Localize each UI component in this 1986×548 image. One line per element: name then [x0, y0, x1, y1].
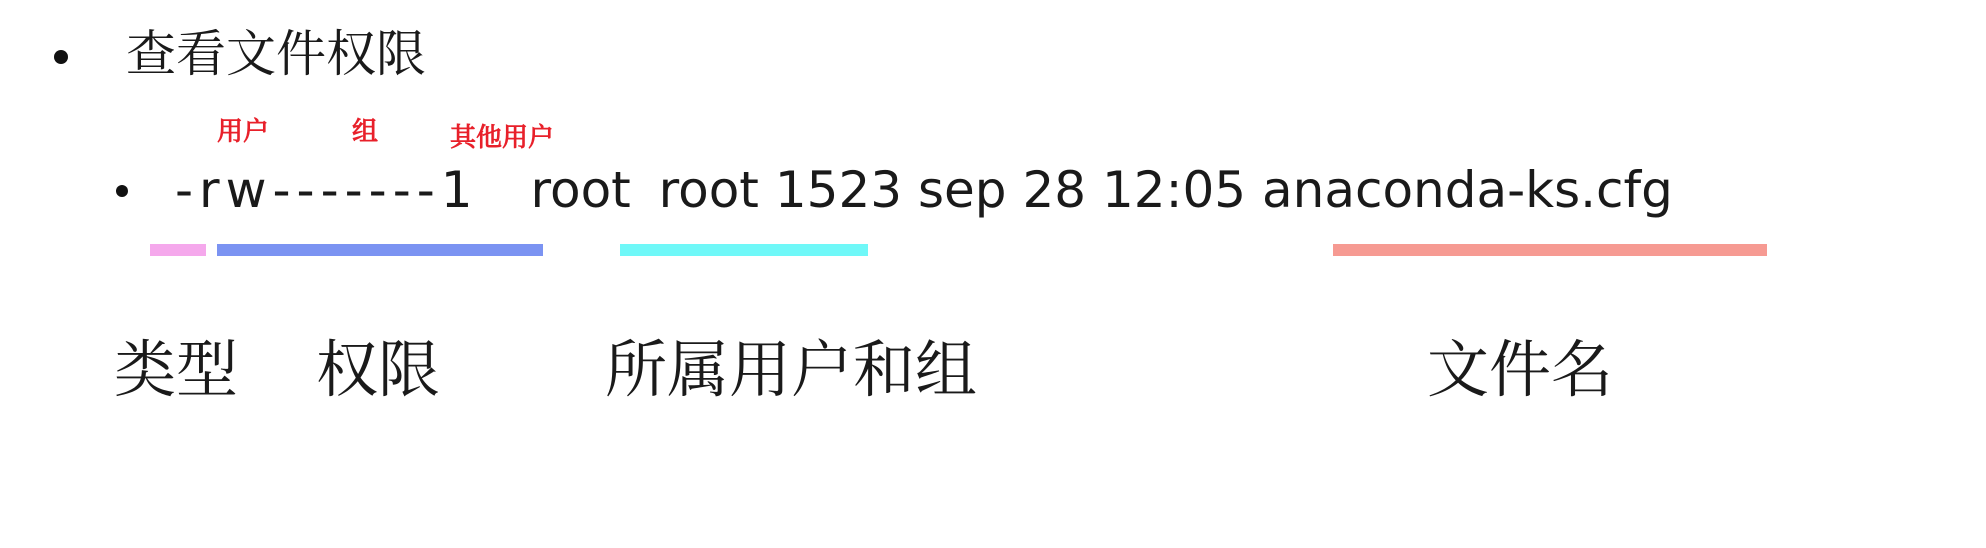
file-size: 1523 — [774, 161, 903, 219]
owner-group: root — [658, 161, 759, 219]
bullet-level2 — [116, 185, 128, 197]
owner-user: root — [530, 161, 631, 219]
owner-group-underline — [620, 244, 868, 256]
mod-time: 12:05 — [1101, 161, 1247, 219]
permission-underline — [217, 244, 543, 256]
caption-permission: 权限 — [316, 333, 441, 406]
annotation-user: 用户 — [217, 117, 270, 147]
mod-month: sep — [917, 161, 1007, 219]
slide-heading: 查看文件权限 — [126, 25, 426, 83]
link-count: 1 — [440, 161, 473, 219]
caption-filename: 文件名 — [1427, 333, 1614, 406]
annotation-others: 其他用户 — [450, 123, 555, 153]
permission-string: -rw------- — [175, 161, 441, 219]
annotation-group: 组 — [352, 117, 379, 147]
caption-type: 类型 — [114, 333, 239, 406]
file-listing-line — [175, 155, 1673, 225]
bullet-level1 — [54, 50, 68, 64]
file-name: anaconda-ks.cfg — [1261, 161, 1673, 219]
filename-underline — [1333, 244, 1767, 256]
mod-day: 28 — [1022, 161, 1087, 219]
type-underline — [150, 244, 206, 256]
caption-owner-group: 所属用户和组 — [605, 333, 978, 406]
